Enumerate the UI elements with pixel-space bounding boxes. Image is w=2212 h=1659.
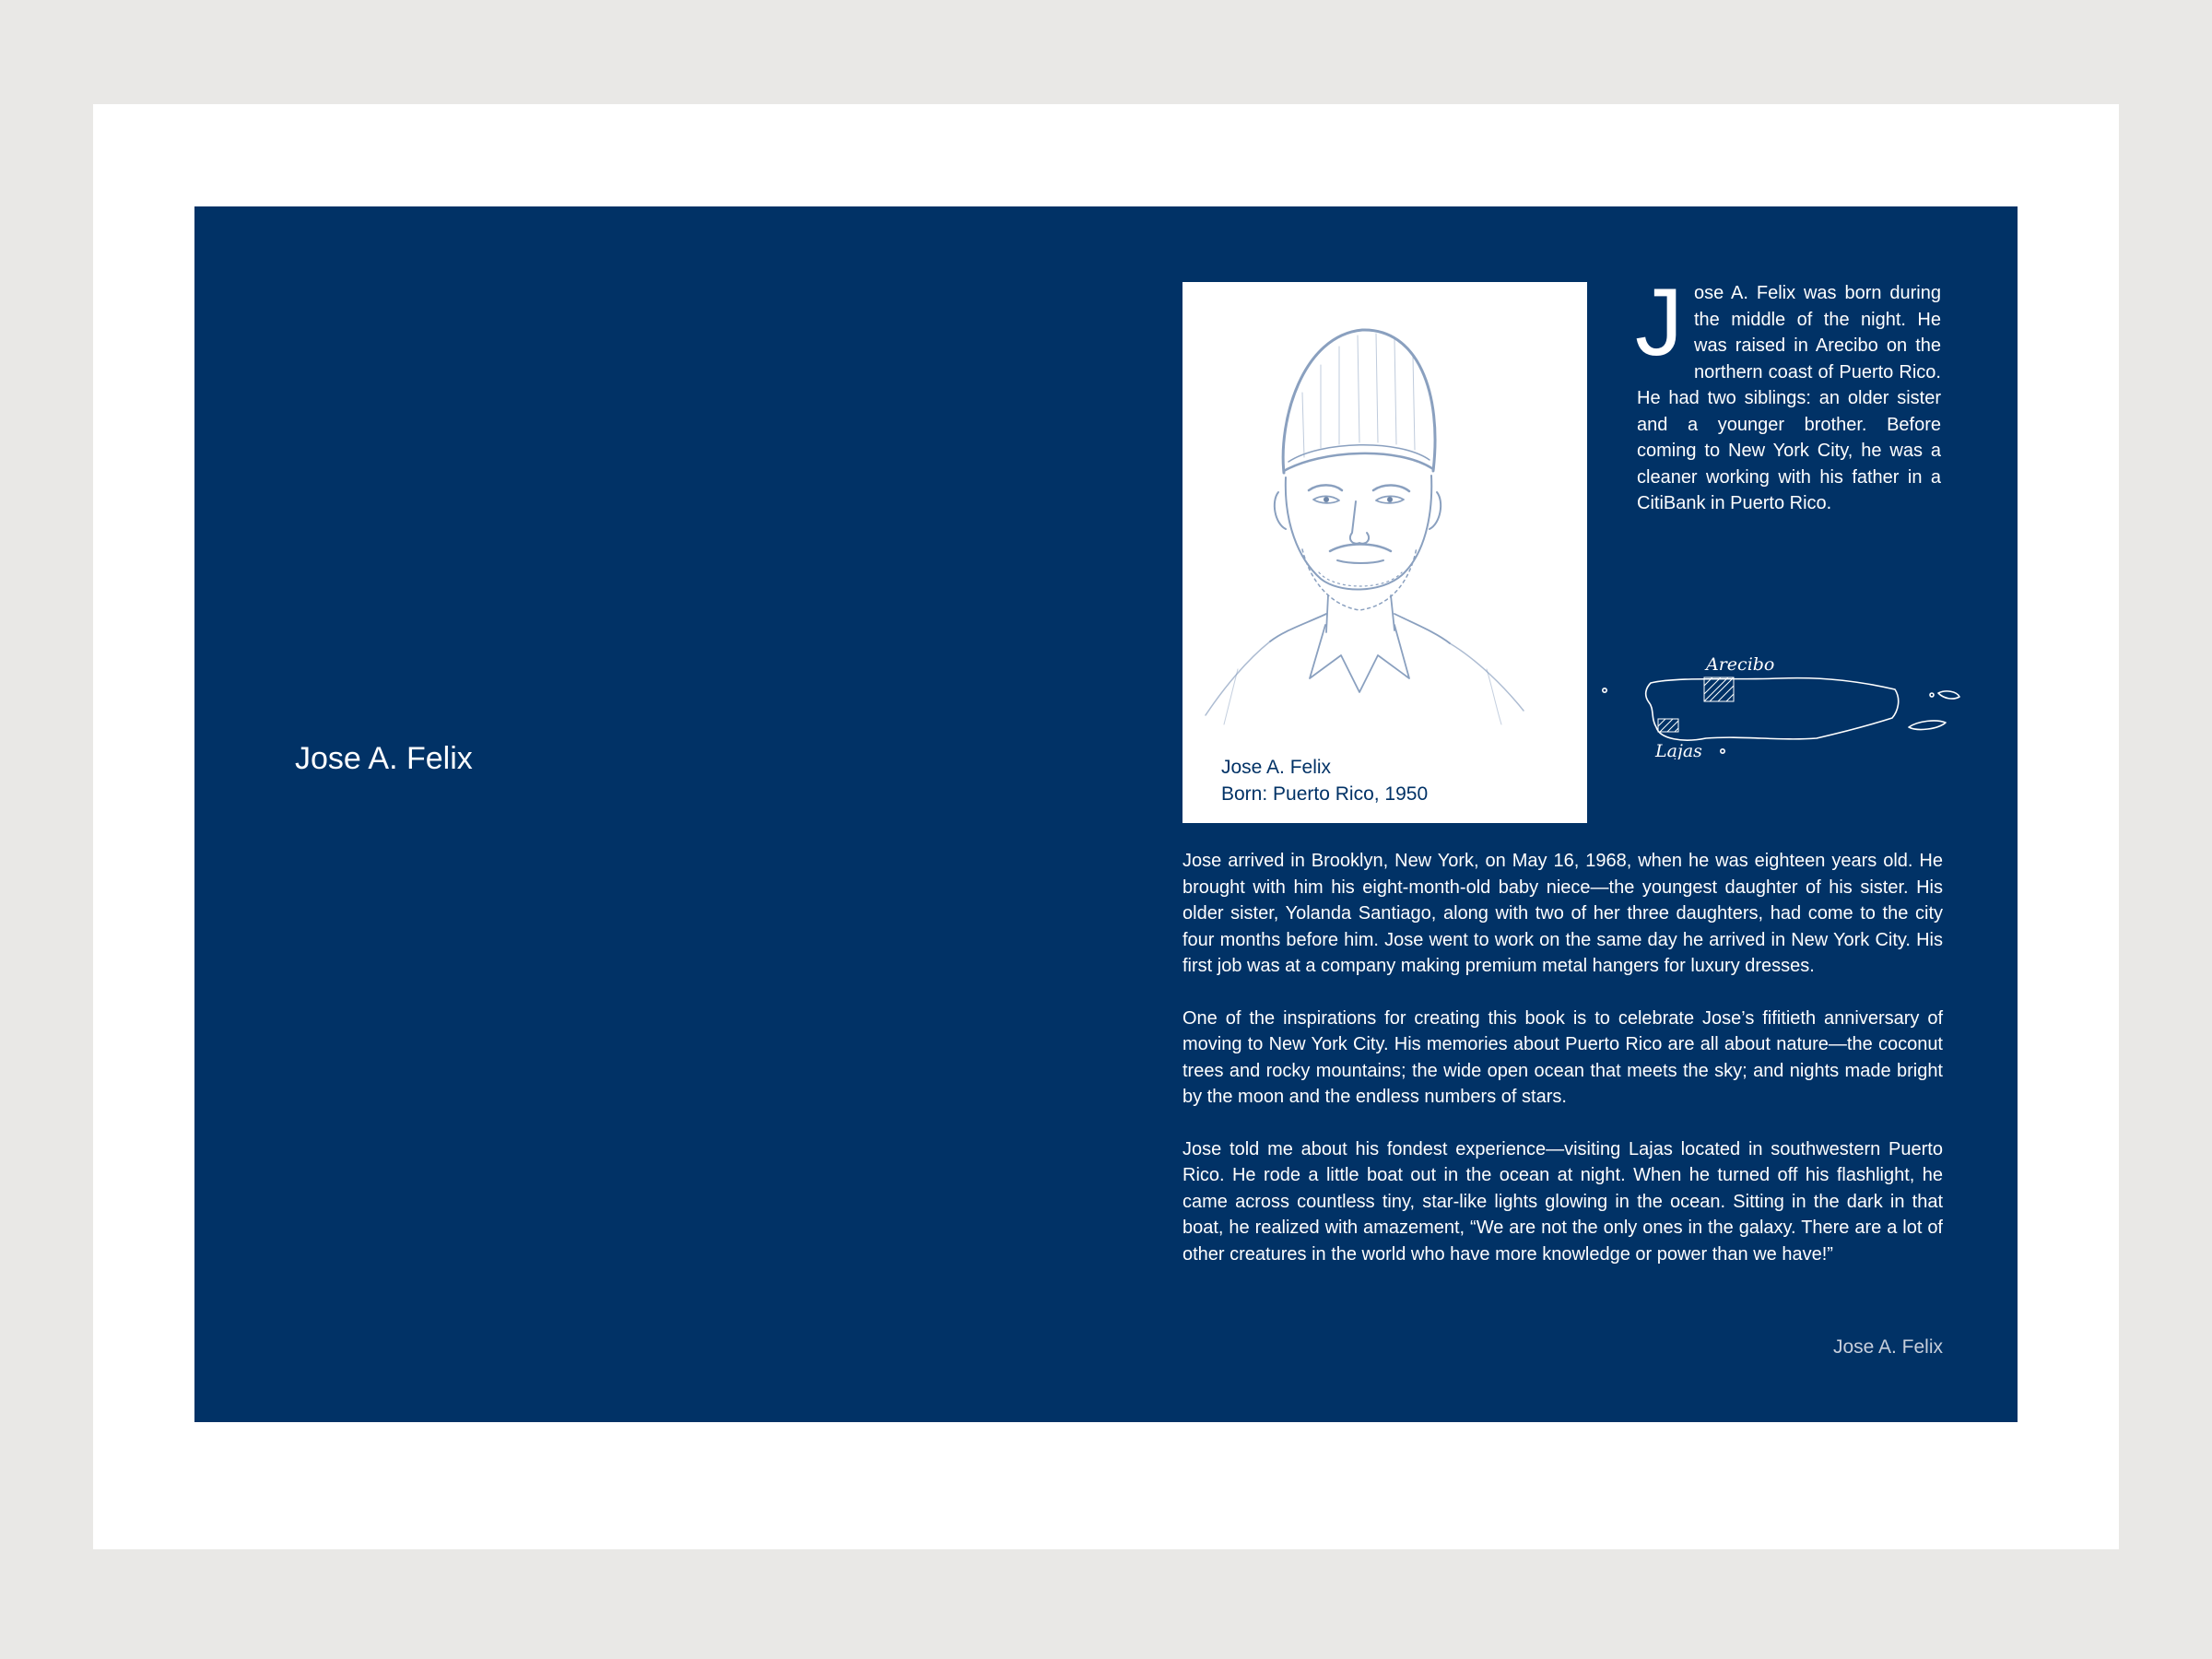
left-page-title: Jose A. Felix <box>295 741 473 776</box>
book-spread <box>194 206 2018 1422</box>
puerto-rico-map <box>1595 630 1964 759</box>
intro-paragraph <box>1635 269 1941 517</box>
map-label-arecibo: Arecibo <box>1706 654 1775 675</box>
portrait-sketch <box>1182 282 1587 743</box>
signature: Jose A. Felix <box>1832 1336 1943 1358</box>
caption-born: Born: Puerto Rico, 1950 <box>1221 783 1429 805</box>
paragraph-inspiration: One of the inspirations for creating this book is to celebrate Jose’s fifitieth anniversary of moving to New York City. His memories about Puerto Rico are all about nature—the coconut trees and rocky mountains; the wide open ocean that meets the sky; and nights made bright by the moon and the endless numbers of stars. <box>1182 1007 1943 1107</box>
paragraph-arrival: Jose arrived in Brooklyn, New York, on May 16, 1968, when he was eighteen years old. He brought with him his eight-month-old baby niece—the youngest daughter of his sister. His older sister, Yolanda Santiago, along with two of her three daughters, had come to the city four months before him. Jose went to work on the same day he arrived in New York City. His first job was at a company making premium metal hangers for luxury dresses. <box>1182 851 1943 976</box>
portrait-caption <box>1221 754 1428 807</box>
body-text <box>1182 848 1943 1293</box>
portrait-card <box>1182 282 1587 823</box>
map-label-lajas: Lajas <box>1655 741 1702 759</box>
paragraph-lajas: Jose told me about his fondest experience—visiting Lajas located in southwestern Puerto Rico. He rode a little boat out in the ocean at night. When he turned off his flashlight, he came across countless tiny, star-like lights glowing in the ocean. Sitting in the dark in that boat, he realized with amazement, “We are not the only ones in the galaxy. There are a lot of other creatures in the world who have more knowledge or power than we have!” <box>1182 1138 1943 1265</box>
drop-cap: J <box>1635 269 1683 376</box>
intro-text: ose A. Felix was born during the middle of the night. He was raised in Arecibo on the northern coast of Puerto Rico. He had two siblings: an older sister and a younger brother. Before coming to New York City, he was a cleaner working with his father in a CitiBank in Puerto Rico. <box>1637 283 1941 513</box>
caption-name: Jose A. Felix <box>1221 757 1332 778</box>
